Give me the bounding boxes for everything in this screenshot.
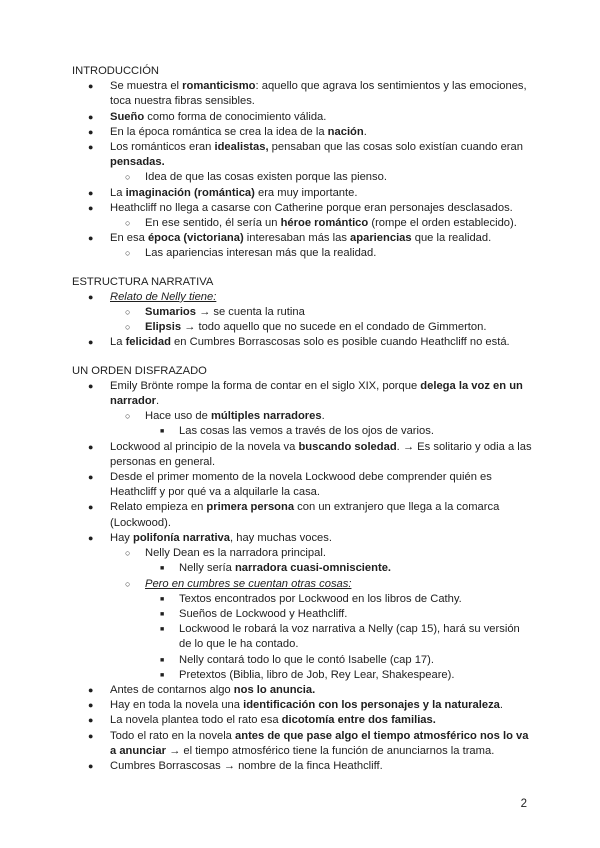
list-item (72, 668, 532, 683)
list-item (72, 729, 532, 759)
text-run: Idea de que las cosas existen porque las pienso. (145, 171, 387, 184)
list-item (72, 440, 532, 470)
text-run: : aquello que agrava los sentimientos y las emociones, toca nuestra fibras sensibles. (110, 80, 527, 108)
text-run: (rompe el orden establecido). (368, 217, 517, 230)
bullet-icon: ○ (125, 248, 131, 259)
list-item (72, 125, 532, 140)
text-run: Lockwood le robará la voz narrativa a Nelly (cap 15), hará su versión de lo que le ha contado. (179, 623, 520, 651)
bullet-icon: ● (88, 715, 94, 726)
text-run: Lockwood al principio de la novela va (110, 440, 299, 453)
text-run: interesaban más las (243, 232, 351, 245)
list-item (72, 201, 532, 216)
bullet-icon: ● (88, 532, 94, 543)
text-run: Las cosas las vemos a través de los ojos de varios. (179, 425, 434, 438)
bullet-icon: ■ (160, 626, 165, 634)
text-run: Todo el rato en la novela (110, 729, 236, 742)
text-run: pensadas. (110, 156, 165, 169)
text-run: héroe romántico (280, 217, 369, 230)
list-item (72, 683, 532, 698)
bullet-icon: ● (88, 111, 94, 122)
text-run: . (156, 395, 160, 408)
text-run: Nelly contará todo lo que le contó Isabelle (cap 17). (179, 653, 434, 666)
text-run: narradora cuasi-omnisciente. (234, 562, 392, 575)
bullet-icon: ● (88, 202, 94, 213)
list-item (72, 110, 532, 125)
list-item (72, 698, 532, 713)
text-run: Relato de Nelly tiene: (110, 290, 217, 303)
list-item (72, 140, 532, 170)
text-run: La (110, 336, 126, 349)
text-run: época (victoriana) (147, 232, 244, 245)
list-item (72, 592, 532, 607)
bullet-icon: ○ (125, 307, 131, 318)
bullet-icon: ○ (125, 322, 131, 333)
text-run: apariencias (350, 232, 412, 245)
bullet-icon: ● (88, 472, 94, 483)
text-run: Pero en cumbres se cuentan otras cosas: (145, 577, 352, 590)
bullet-icon: ● (88, 291, 94, 302)
list-item (72, 470, 532, 500)
list-item (72, 231, 532, 246)
text-run: con un extranjero que llega a la comarca (Lockwood). (110, 501, 500, 529)
text-run: Relato empieza en (110, 501, 207, 514)
text-run: Nelly sería (179, 562, 235, 575)
list-item (72, 379, 532, 409)
list-item (72, 577, 532, 592)
text-run: . (321, 410, 325, 423)
bullet-icon: ● (88, 337, 94, 348)
text-run: En esa (110, 232, 148, 245)
text-run: En la época romántica se crea la idea de la (110, 125, 328, 138)
text-run: que la realidad. (411, 232, 492, 245)
text-run: , hay muchas voces. (230, 531, 332, 544)
bullet-icon: ○ (125, 548, 131, 559)
text-run: Cumbres Borrascosas → nombre de la finca Heathcliff. (110, 759, 383, 772)
bullet-icon: ● (88, 730, 94, 741)
list-item (72, 500, 532, 530)
text-run: Los románticos eran (110, 141, 215, 154)
list-item (72, 335, 532, 350)
text-run: en Cumbres Borrascosas solo es posible cuando Heathcliff no está. (170, 336, 510, 349)
list-item (72, 320, 532, 335)
bullet-icon: ● (88, 81, 94, 92)
list-item (72, 79, 532, 109)
text-run: Sueño (110, 110, 145, 123)
list-item (72, 170, 532, 185)
text-run: La novela plantea todo el rato esa (110, 714, 282, 727)
bullet-icon: ● (88, 684, 94, 695)
list-item (72, 186, 532, 201)
bullet-icon: ○ (125, 172, 131, 183)
bullet-icon: ● (88, 760, 94, 771)
text-run: Textos encontrados por Lockwood en los libros de Cathy. (179, 592, 462, 605)
bullet-icon: ● (88, 126, 94, 137)
text-run: Elipsis (145, 321, 182, 334)
text-run: primera persona (206, 501, 295, 514)
text-run: → se cuenta la rutina (195, 306, 305, 319)
bullet-icon: ■ (160, 656, 165, 664)
list-item (72, 531, 532, 546)
text-run: . → Es solitario y odia a las personas en general. (110, 440, 532, 468)
text-run: . (499, 699, 503, 712)
list-item (72, 305, 532, 320)
text-run: pensaban que las cosas solo existían cuando eran (268, 141, 523, 154)
list-item (72, 713, 532, 728)
text-run: En ese sentido, él sería un (145, 217, 281, 230)
text-run: Hay (110, 531, 134, 544)
text-run: idealistas, (214, 141, 269, 154)
list-item (72, 546, 532, 561)
bullet-icon: ○ (125, 578, 131, 589)
text-run: Pretextos (Biblia, libro de Job, Rey Lear, Shakespeare). (179, 668, 455, 681)
list-item (72, 622, 532, 652)
bullet-icon: ● (88, 233, 94, 244)
bullet-icon: ■ (160, 671, 165, 679)
text-run: → el tiempo atmosférico tiene la función de anunciarnos la trama. (165, 744, 495, 757)
list-item (72, 424, 532, 439)
text-run: polifonía narrativa (133, 531, 230, 544)
bullet-icon: ● (88, 441, 94, 452)
list-item (72, 607, 532, 622)
bullet-icon: ● (88, 502, 94, 513)
bullet-icon: ■ (160, 610, 165, 618)
text-run: Sumarios (145, 306, 196, 319)
text-run: nación (327, 125, 364, 138)
page-number: 2 (520, 798, 527, 810)
text-run: Nelly Dean es la narradora principal. (145, 547, 326, 560)
text-run: Emily Brönte rompe la forma de contar en el siglo XIX, porque (110, 379, 421, 392)
text-run: dicotomía entre dos familias. (281, 714, 436, 727)
list-item (72, 653, 532, 668)
text-run: Hace uso de (145, 410, 211, 423)
text-run: Sueños de Lockwood y Heathcliff. (179, 607, 348, 620)
text-run: Heathcliff no llega a casarse con Catherine porque eran personajes desclasados. (110, 201, 513, 214)
bullet-icon: ■ (160, 565, 165, 573)
text-run: era muy importante. (254, 186, 358, 199)
text-run: . (363, 125, 367, 138)
bullet-icon: ■ (160, 428, 165, 436)
section-heading: INTRODUCCIÓN (72, 65, 160, 77)
bullet-icon: ● (88, 380, 94, 391)
bullet-icon: ○ (125, 218, 131, 229)
document-body (72, 64, 532, 774)
text-run: antes de que pase algo el tiempo atmosférico nos lo va a anunciar (110, 729, 529, 757)
text-run: como forma de conocimiento válida. (144, 110, 327, 123)
text-run: La (110, 186, 126, 199)
list-item (72, 290, 532, 305)
list-item (72, 216, 532, 231)
text-run: Las apariencias interesan más que la realidad. (145, 247, 377, 260)
list-item (72, 246, 532, 261)
text-run: imaginación (romántica) (125, 186, 255, 199)
text-run: romanticismo (182, 80, 256, 93)
text-run: Hay en toda la novela una (110, 699, 244, 712)
text-run: Desde el primer momento de la novela Lockwood debe comprender quién es Heathcliff y por qué va a alquilarle la casa. (110, 471, 492, 499)
text-run: identificación con los personajes y la naturaleza (243, 699, 500, 712)
bullet-icon: ● (88, 700, 94, 711)
text-run: múltiples narradores (210, 410, 322, 423)
text-run: felicidad (125, 336, 171, 349)
bullet-icon: ○ (125, 411, 131, 422)
section-heading: ESTRUCTURA NARRATIVA (72, 275, 214, 288)
text-run: delega la voz en un narrador (110, 379, 523, 408)
text-run: nos lo anuncia. (233, 683, 316, 696)
text-run: Se muestra el (110, 80, 183, 93)
bullet-icon: ● (88, 142, 94, 153)
bullet-icon: ● (88, 187, 94, 198)
list-item (72, 759, 532, 774)
section-heading: UN ORDEN DISFRAZADO (72, 364, 207, 377)
text-run: Antes de contarnos algo (110, 683, 234, 696)
list-item (72, 561, 532, 576)
list-item (72, 409, 532, 424)
bullet-icon: ■ (160, 595, 165, 603)
text-run: buscando soledad (298, 440, 397, 453)
text-run: → todo aquello que no sucede en el condado de Gimmerton. (181, 321, 487, 334)
